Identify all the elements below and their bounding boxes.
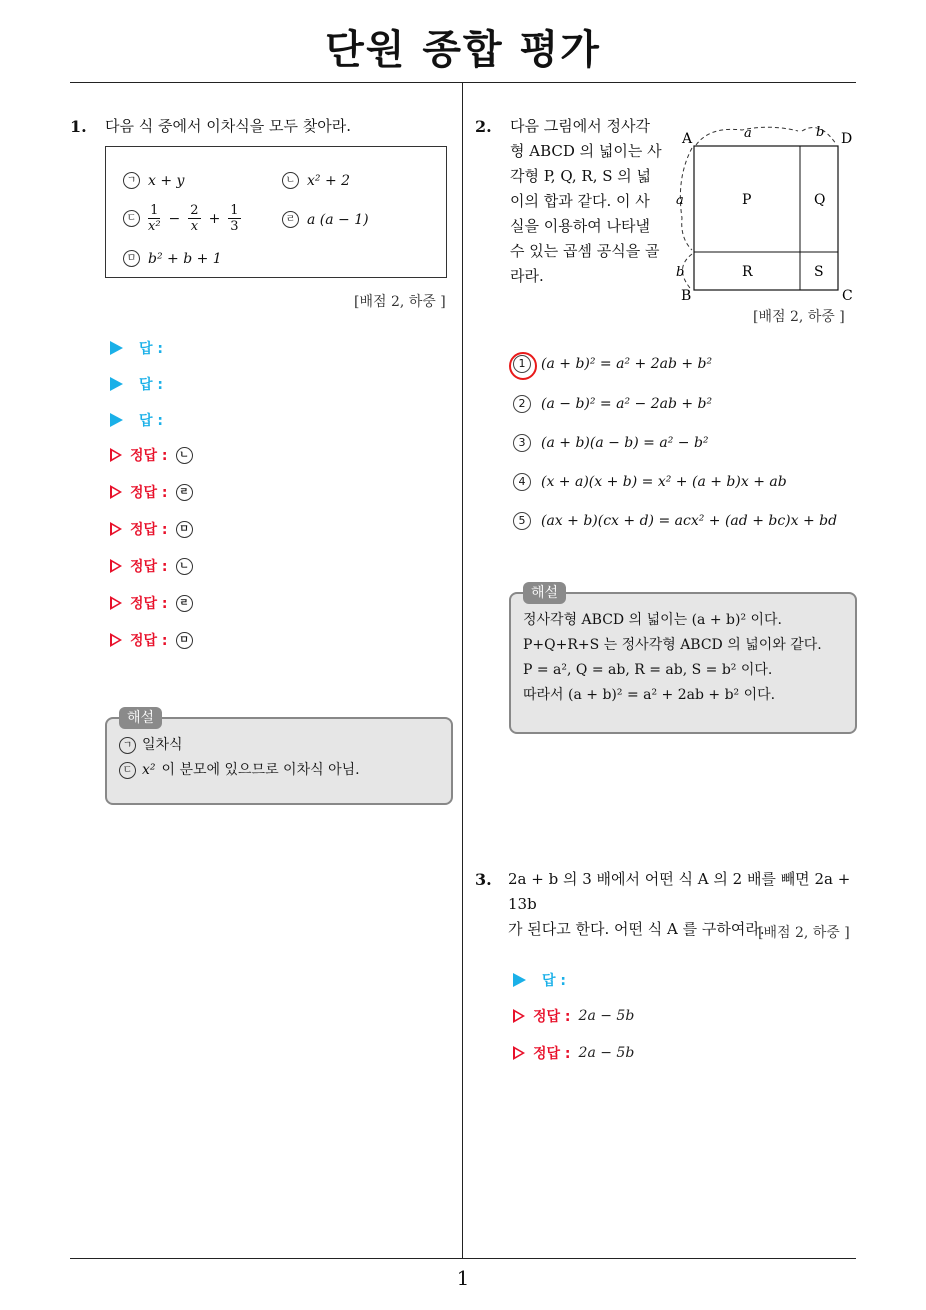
side-label-left-b: b: [676, 265, 685, 280]
side-label-top-b: b: [816, 125, 825, 140]
option-number: 1: [513, 355, 531, 373]
q3-number: 3.: [475, 870, 492, 889]
corner-b: B: [681, 288, 692, 304]
q2-option-2[interactable]: [513, 395, 712, 413]
outline-triangle-icon: [110, 522, 122, 536]
outline-triangle-icon: [110, 559, 122, 573]
q3-text: 2a + b 의 3 배에서 어떤 식 A 의 2 배를 빼면 2a + 13b 가 된다고 한다. 어떤 식 A 를 구하여라.: [508, 870, 851, 938]
correct-label: 정답 :: [130, 448, 168, 464]
correct-label: 정답 :: [130, 596, 168, 612]
answer-label: 답 :: [139, 377, 163, 393]
explanation-line: 정사각형 ABCD 의 넓이는 (a + b)² 이다.: [523, 612, 783, 628]
correct-label: 정답 :: [533, 1009, 571, 1025]
explanation-line: ㄷ x² 이 분모에 있으므로 이차식 아님.: [119, 758, 439, 783]
explanation-line: P = a², Q = ab, R = ab, S = b² 이다.: [523, 662, 773, 678]
play-triangle-icon: [110, 341, 123, 355]
correct-answer-row: [110, 482, 193, 502]
q2-square-figure: [670, 118, 860, 308]
q2-option-5[interactable]: [513, 512, 837, 530]
correct-value: ㄹ: [176, 484, 193, 501]
correct-label: 정답 :: [533, 1046, 571, 1062]
q1-number: 1.: [70, 117, 87, 136]
outline-triangle-icon: [513, 1009, 525, 1023]
correct-label: 정답 :: [130, 522, 168, 538]
explanation-line: 따라서 (a + b)² = a² + 2ab + b² 이다.: [523, 687, 776, 703]
fraction: $\frac{2}{x}$: [190, 203, 199, 234]
outline-triangle-icon: [110, 596, 122, 610]
q1-score: [배점 2, 하중 ]: [354, 294, 446, 310]
option-expr: (a + b)(a − b) = a² − b²: [541, 435, 709, 451]
correct-value: 2a − 5b: [578, 1008, 635, 1024]
q1-choice-5: [123, 250, 222, 267]
q2-explanation-box: [509, 585, 857, 734]
q2-option-3[interactable]: [513, 434, 709, 452]
side-label-left-a: a: [676, 193, 684, 208]
answer-label: 답 :: [139, 341, 163, 357]
q2-score: [배점 2, 하중 ]: [753, 309, 845, 325]
correct-answer-row: [110, 593, 193, 613]
choice-marker: ㅁ: [123, 250, 140, 267]
footer-rule: [70, 1258, 856, 1259]
region-s: S: [814, 264, 824, 280]
choice-expr: a (a − 1): [307, 211, 369, 228]
q2-option-4[interactable]: [513, 473, 787, 491]
choice-marker: ㄴ: [282, 172, 299, 189]
q1-text: 다음 식 중에서 이차식을 모두 찾아라.: [105, 117, 351, 135]
choice-expr: x² + 2: [307, 172, 351, 189]
correct-value: ㅁ: [176, 632, 193, 649]
q2-number: 2.: [475, 117, 492, 136]
choice-expr: x + y: [148, 172, 185, 189]
region-p: P: [742, 192, 752, 208]
option-expr: (x + a)(x + b) = x² + (a + b)x + ab: [541, 474, 787, 490]
correct-value: ㄴ: [176, 447, 193, 464]
option-expr: (a + b)² = a² + 2ab + b²: [541, 356, 713, 372]
fraction: $\frac{1}{3}$: [230, 203, 239, 234]
correct-label: 정답 :: [130, 559, 168, 575]
outline-triangle-icon: [513, 1046, 525, 1060]
choice-marker: ㄹ: [282, 211, 299, 228]
correct-answer-row: [110, 630, 193, 650]
corner-d: D: [841, 131, 853, 147]
column-divider: [462, 83, 463, 1259]
q3-score: [배점 2, 하중 ]: [758, 925, 850, 941]
explanation-tag: 해설: [119, 707, 162, 729]
region-q: Q: [814, 192, 826, 208]
corner-a: A: [682, 131, 693, 147]
q1-choice-1: [123, 172, 184, 189]
answer-label: 답 :: [139, 413, 163, 429]
option-number: 4: [513, 473, 531, 491]
answer-row: [110, 410, 163, 430]
correct-value: ㄹ: [176, 595, 193, 612]
correct-answer-row: [513, 1006, 634, 1026]
answer-label: 답 :: [542, 973, 566, 989]
header-rule: [70, 82, 856, 83]
correct-value: ㄴ: [176, 558, 193, 575]
answer-row: [110, 374, 163, 394]
correct-answer-row: [110, 556, 193, 576]
explanation-line: ㄱ 일차식: [119, 733, 439, 758]
option-expr: (ax + b)(cx + d) = acx² + (ad + bc)x + bd: [541, 513, 838, 529]
explanation-line: P+Q+R+S 는 정사각형 ABCD 의 넓이와 같다.: [523, 637, 822, 653]
outline-triangle-icon: [110, 485, 122, 499]
option-number: 2: [513, 395, 531, 413]
option-number: 5: [513, 512, 531, 530]
q2-text: 다음 그림에서 정사각 형 ABCD 의 넓이는 사 각형 P, Q, R, S 의 넓 이의 합과 같다. 이 사 실을 이용하여 나타낼 수 있는 곱셈 공식을 골 라라.: [510, 117, 662, 285]
q1-choices-box: [105, 146, 447, 278]
fraction: $\frac{1}{\text{x²}}$: [148, 203, 161, 234]
play-triangle-icon: [110, 413, 123, 427]
correct-answer-row: [513, 1043, 634, 1063]
answer-row: [110, 338, 163, 358]
region-r: R: [742, 264, 753, 280]
q1-explanation-box: [105, 710, 453, 805]
q1-choice-4: [282, 211, 369, 228]
choice-marker: ㄱ: [123, 172, 140, 189]
choice-expr: b² + b + 1: [148, 250, 222, 267]
option-expr: (a − b)² = a² − 2ab + b²: [541, 396, 713, 412]
page-title: 단원 종합 평가: [325, 27, 601, 73]
side-label-top-a: a: [744, 126, 752, 141]
correct-label: 정답 :: [130, 633, 168, 649]
answer-row: [513, 970, 566, 990]
correct-answer-row: [110, 519, 193, 539]
explanation-tag: 해설: [523, 582, 566, 604]
choice-marker: ㄷ: [123, 210, 140, 227]
play-triangle-icon: [513, 973, 526, 987]
q2-option-1[interactable]: [513, 355, 712, 373]
corner-c: C: [842, 288, 853, 304]
correct-value: 2a − 5b: [578, 1045, 635, 1061]
option-number: 3: [513, 434, 531, 452]
play-triangle-icon: [110, 377, 123, 391]
correct-label: 정답 :: [130, 485, 168, 501]
q1-choice-3: ㄷ $\frac{1}{\text{x²}}$ − $\frac{2}{x}$ + $\frac{1}{3}$: [123, 203, 241, 234]
correct-answer-row: [110, 445, 193, 465]
outline-triangle-icon: [110, 633, 122, 647]
page-number: 1: [456, 1266, 470, 1290]
q1-choice-2: [282, 172, 350, 189]
correct-value: ㅁ: [176, 521, 193, 538]
outline-triangle-icon: [110, 448, 122, 462]
